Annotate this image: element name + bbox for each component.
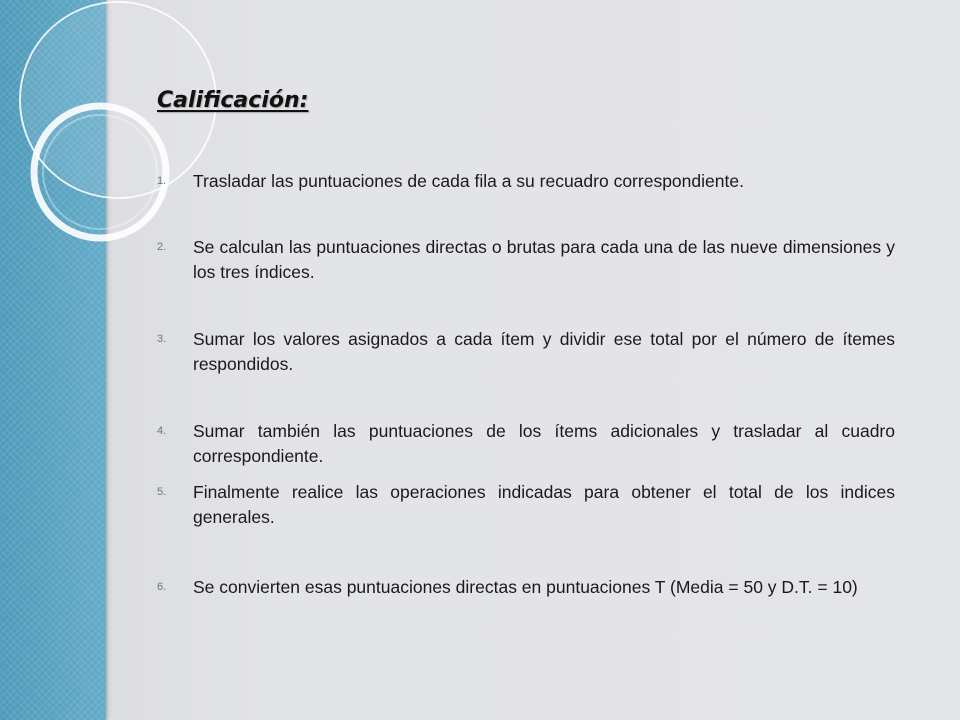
list-item-number: 4.: [157, 425, 167, 437]
list-item: [157, 327, 895, 377]
list-item: [157, 169, 895, 194]
list-item: [157, 419, 895, 469]
list-item-text: Finalmente realice las operaciones indicadas para obtener el total de los indices generales.: [193, 482, 895, 527]
list-item-text: Sumar también las puntuaciones de los ítems adicionales y trasladar al cuadro correspondiente.: [193, 421, 895, 466]
list-item-text: Sumar los valores asignados a cada ítem y dividir ese total por el número de ítemes respondidos.: [193, 329, 895, 374]
list-item-text: Trasladar las puntuaciones de cada fila a su recuadro correspondiente.: [193, 171, 744, 191]
list-item-number: 1.: [157, 175, 167, 187]
list-item-number: 2.: [157, 241, 167, 253]
list-item: [157, 480, 895, 530]
list-item-text: Se convierten esas puntuaciones directas en puntuaciones T (Media = 50 y D.T. = 10): [193, 577, 858, 597]
list-item-number: 5.: [157, 486, 167, 498]
list-item-number: 3.: [157, 333, 167, 345]
slide-content: [157, 88, 895, 113]
list-item: [157, 235, 895, 285]
decorative-circles: [0, 0, 220, 260]
list-item-number: 6.: [157, 581, 167, 593]
slide-title: Calificación:: [157, 88, 309, 113]
list-item-text: Se calculan las puntuaciones directas o brutas para cada una de las nueve dimensiones y los tres índices.: [193, 237, 895, 282]
list-item: [157, 575, 895, 600]
